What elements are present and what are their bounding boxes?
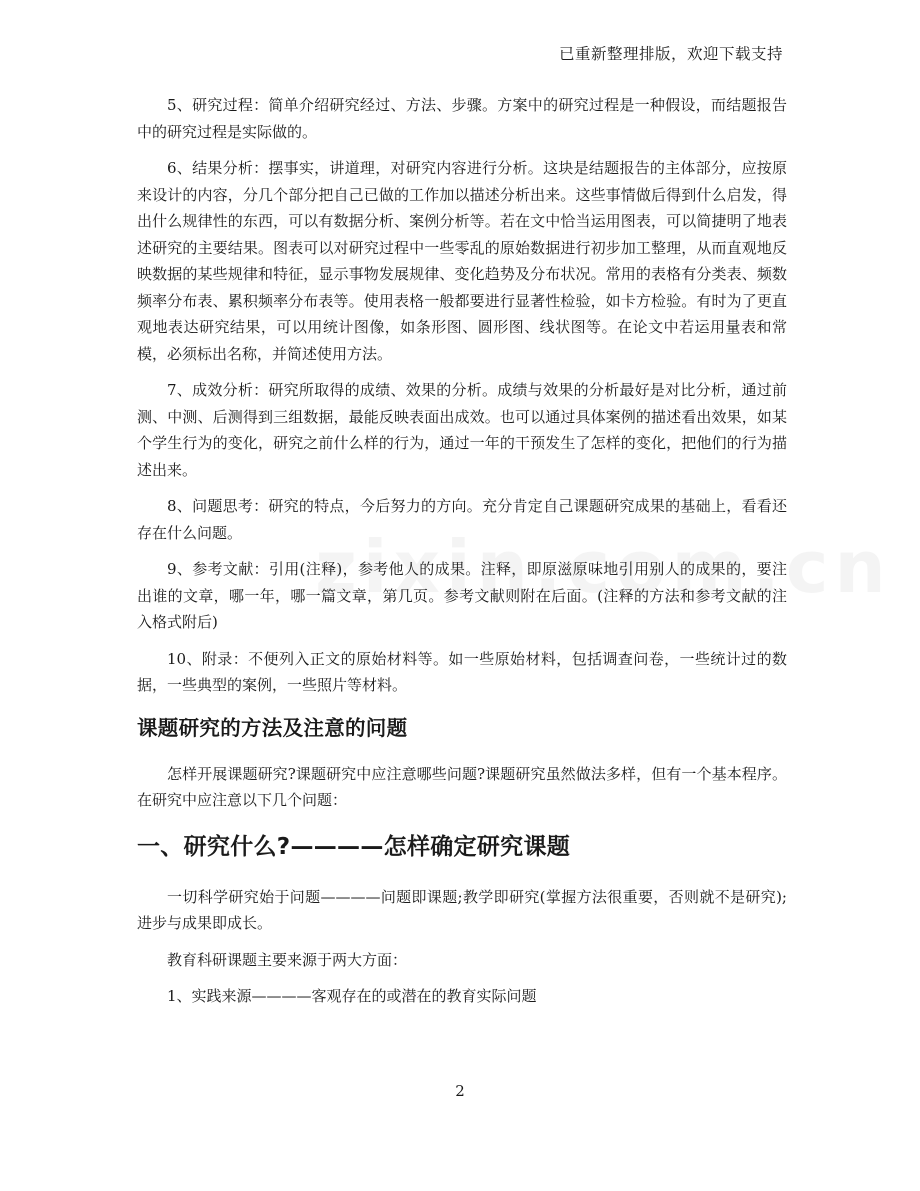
paragraph-research-process: 5、研究过程：简单介绍研究经过、方法、步骤。方案中的研究过程是一种假设，而结题报告中的研究过程是实际做的。 — [137, 96, 787, 141]
paragraph-science-starts: 一切科学研究始于问题————问题即课题;教学即研究(掌握方法很重要，否则就不是研究);进步与成果即成长。 — [137, 887, 787, 932]
paragraph-sources-intro: 教育科研课题主要来源于两大方面： — [167, 950, 408, 969]
page-content — [137, 92, 787, 1020]
header-note: 已重新整理排版，欢迎下载支持 — [558, 45, 783, 63]
paragraph-result-analysis: 6、结果分析：摆事实，讲道理，对研究内容进行分析。这块是结题报告的主体部分，应按原来设计的内容，分几个部分把自己已做的工作加以描述分析出来。这些事情做后得到什么启发，得出什么规律性的东西，可以有数据分析、案例分析等。若在文中恰当运用图表，可以简捷明了地表述研究的主要结果。图表可以对研究过程中一些零乱的原始数据进行初步加工整理，从而直观地反映数据的某些规律和特征，显示事物发展规律、变化趋势及分布状况。常用的表格有分类表、频数频率分布表、累积频率分布表等。使用表格一般都要进行显著性检验，如卡方检验。有时为了更直观地表达研究结果，可以用统计图像，如条形图、圆形图、线状图等。在论文中若运用量表和常模，必须标出名称，并简述使用方法。 — [137, 159, 787, 363]
paragraph-practice-source: 1、实践来源————客观存在的或潜在的教育实际问题 — [167, 987, 537, 1005]
paragraph-appendix: 10、附录：不便列入正文的原始材料等。如一些原始材料，包括调查问卷，一些统计过的数据，一些典型的案例，一些照片等材料。 — [137, 649, 787, 694]
page-number: 2 — [455, 1082, 465, 1100]
chapter-heading: 一、研究什么?————怎样确定研究课题 — [137, 833, 571, 860]
paragraph-references: 9、参考文献：引用(注释)，参考他人的成果。注释，即原滋原味地引用别人的成果的，要注出谁的文章，哪一年，哪一篇文章，第几页。参考文献则附在后面。(注释的方法和参考文献的注入格式附后) — [137, 560, 787, 631]
paragraph-effect-analysis: 7、成效分析：研究所取得的成绩、效果的分析。成绩与效果的分析最好是对比分析，通过前测、中测、后测得到三组数据，最能反映表面出成效。也可以通过具体案例的描述看出效果，如某个学生行为的变化，研究之前什么样的行为，通过一年的干预发生了怎样的变化，把他们的行为描述出来。 — [137, 381, 787, 479]
paragraph-problem-thinking: 8、问题思考：研究的特点，今后努力的方向。充分肯定自己课题研究成果的基础上，看看还存在什么问题。 — [137, 497, 787, 542]
section-heading: 课题研究的方法及注意的问题 — [137, 715, 408, 740]
paragraph-section-intro: 怎样开展课题研究?课题研究中应注意哪些问题?课题研究虽然做法多样，但有一个基本程序。在研究中应注意以下几个问题： — [137, 764, 787, 809]
